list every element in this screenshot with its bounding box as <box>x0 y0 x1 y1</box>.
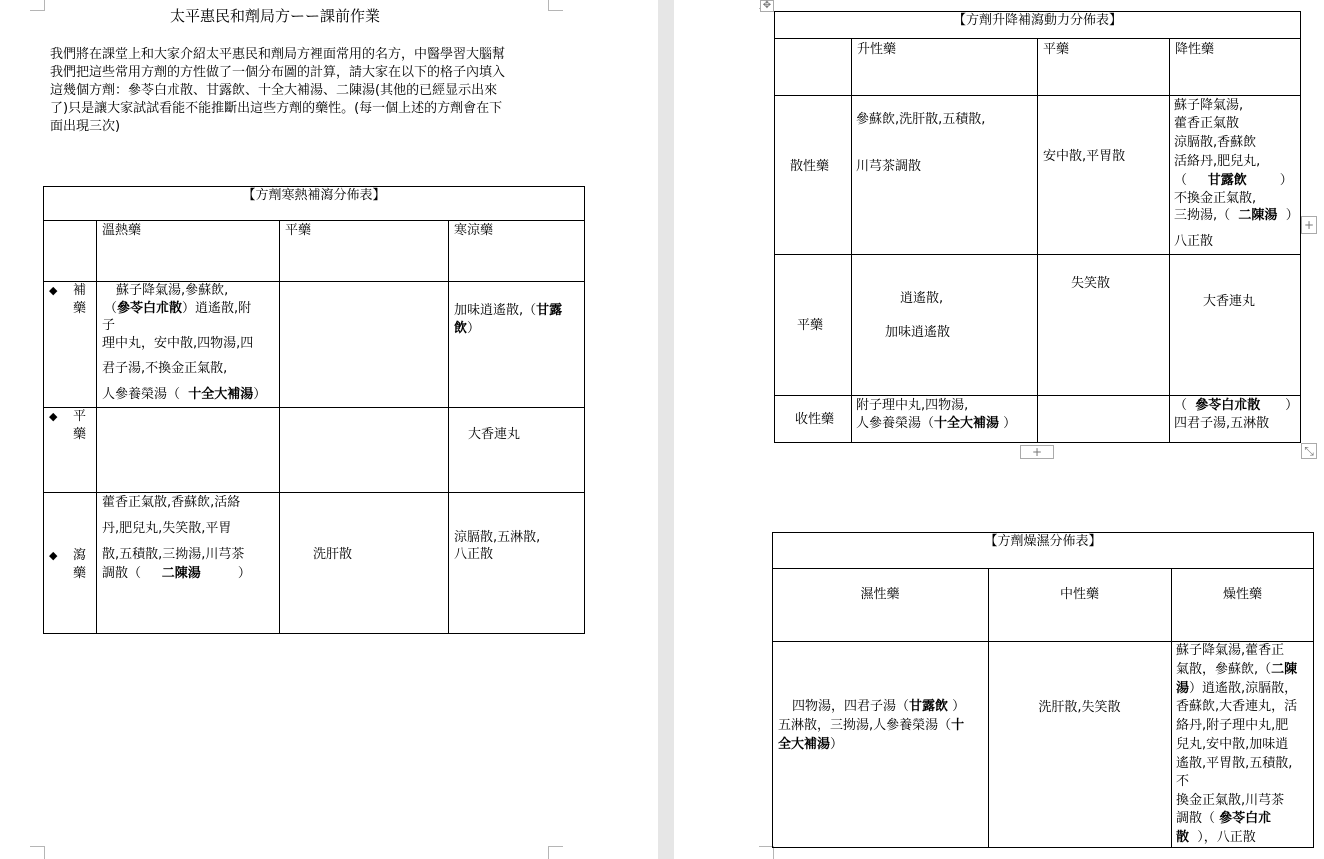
answer-text: 十全大補湯 <box>188 387 254 402</box>
cell-middle: 洗肝散,失笑散 <box>1038 700 1121 715</box>
table-move-handle-icon[interactable]: ✥ <box>760 0 774 12</box>
answer-text: 甘露飲 <box>909 699 949 714</box>
cell-text: 附子理中丸,四物湯, <box>856 398 969 413</box>
answer-bracket: （ <box>1174 173 1188 188</box>
cell-text <box>778 735 843 754</box>
cell-neutral-neutral: 失笑散 <box>1071 276 1111 291</box>
add-row-button[interactable]: + <box>1020 445 1054 459</box>
cell-neutral-ascend: 逍遙散, <box>900 291 944 306</box>
answer-bracket: （ <box>104 301 118 316</box>
cell-text: 三拗湯,（ <box>1174 208 1231 223</box>
answer-text: 二陳湯 <box>1238 208 1278 223</box>
cell-text: 散,五積散,三拗湯,川芎茶 <box>102 547 245 562</box>
crop-mark <box>30 0 45 11</box>
cell-neutral-cold: 大香連丸 <box>468 427 521 442</box>
cell-text: 換金正氣散,川芎茶 <box>1176 793 1285 808</box>
cell-text: 調散（ <box>102 566 142 581</box>
answer-text: 參苓白朮 <box>1219 811 1272 826</box>
table-title: 【方劑升降補瀉動力分佈表】 <box>952 13 1122 28</box>
intro-line: 了)只是讓大家試試看能不能推斷出這些方劑的藥性。(每一個上述的方劑會在下 <box>50 101 503 116</box>
cell-neutral-descend: 大香連丸 <box>1203 294 1256 309</box>
answer-text: 湯 <box>1176 681 1190 696</box>
answer-bracket: ） <box>1285 208 1299 223</box>
cell-text: 香蘇飲,大香連丸，活 <box>1176 699 1298 714</box>
cell-text: 八正散 <box>1174 234 1214 249</box>
answer-bracket: ） <box>253 387 267 402</box>
row-label-purge: 瀉 <box>73 548 87 563</box>
row-label-astringe: 收性藥 <box>795 412 835 427</box>
row-label-neutral: 平藥 <box>797 318 824 333</box>
answer-text: 飲 <box>454 321 468 336</box>
answer-text: 全大補湯 <box>778 737 831 752</box>
cell-neutral-ascend: 加味逍遙散 <box>885 325 951 340</box>
cell-text <box>1176 809 1271 828</box>
col-divider <box>1169 38 1170 443</box>
answer-bracket: （ <box>1174 398 1188 413</box>
answer-text: 十 <box>951 718 965 733</box>
bullet-icon: ◆ <box>49 549 58 562</box>
row-divider <box>43 407 585 408</box>
cell-text: 理中丸，安中散,四物湯,四 <box>102 336 254 351</box>
cell-text: ）逍遙散,涼膈散， <box>1189 681 1298 696</box>
row-label-purge: 藥 <box>73 566 87 581</box>
answer-bracket: ） <box>467 321 481 336</box>
cell-text: 四君子湯,五淋散 <box>1174 416 1270 431</box>
answer-bracket: ），八正散 <box>1197 830 1256 845</box>
page-1 <box>0 0 658 859</box>
cell-text <box>856 414 1016 433</box>
crop-mark <box>30 846 45 859</box>
add-column-button[interactable]: + <box>1301 216 1317 234</box>
row-divider <box>772 568 1314 569</box>
cell-text <box>1174 396 1298 415</box>
cell-text: 不換金正氣散, <box>1174 191 1257 206</box>
cell-text: 君子湯,不換金正氣散, <box>102 361 228 376</box>
row-label-tonify: 藥 <box>73 301 87 316</box>
row-label-neutral: 藥 <box>73 427 87 442</box>
col-divider <box>96 220 97 634</box>
cell-text: 不 <box>1176 774 1190 789</box>
answer-text: 參苓白朮散 <box>117 301 183 316</box>
cell-disperse-ascend: 參蘇飲,洗肝散,五積散, <box>856 112 986 127</box>
cell-text <box>104 299 251 318</box>
cell-text: 遙散,平胃散,五積散, <box>1176 756 1293 771</box>
answer-bracket: ） <box>952 699 966 714</box>
cell-text: 加味逍遙散,（ <box>454 303 537 318</box>
cell-text <box>778 716 964 735</box>
cell-text: 絡丹,附子理中丸,肥 <box>1176 718 1289 733</box>
cell-text <box>102 385 266 404</box>
cell-text: 兒丸,安中散,加味逍 <box>1176 737 1289 752</box>
answer-text: 十全大補湯 <box>934 416 1000 431</box>
cell-text <box>1176 828 1256 847</box>
cell-text: 人參養榮湯（ <box>856 416 935 431</box>
answer-bracket: ） <box>1279 173 1293 188</box>
answer-bracket: ） <box>237 566 251 581</box>
cell-text: ）逍遙散,附 <box>182 301 252 316</box>
col-header-neutral: 平藥 <box>1043 42 1070 57</box>
intro-line: 這幾個方劑：參苓白朮散、甘露飲、十全大補湯、二陳湯(其他的已經显示出來 <box>50 83 498 98</box>
col-divider <box>1037 38 1038 443</box>
cell-text <box>454 301 562 320</box>
cell-disperse-ascend: 川芎茶調散 <box>856 159 922 174</box>
bullet-icon: ◆ <box>49 284 58 297</box>
answer-bracket: ） <box>830 737 844 752</box>
cell-text: 活絡丹,肥兒丸, <box>1174 154 1261 169</box>
col-header-dry: 燥性藥 <box>1222 587 1262 602</box>
answer-text: 參苓白朮散 <box>1195 398 1261 413</box>
cell-text: 蘇子降氣湯, <box>1174 98 1244 113</box>
cell-text <box>454 319 480 338</box>
cell-text <box>1176 660 1297 679</box>
intro-line: 我們將在課堂上和大家介紹太平惠民和劑局方裡面常用的名方，中醫學習大腦幫 <box>50 47 506 62</box>
col-header-ascend: 升性藥 <box>857 42 897 57</box>
answer-text: 二陳 <box>1271 662 1298 677</box>
cell-text: 調散（ <box>1176 811 1216 826</box>
crop-mark <box>548 0 563 11</box>
cell-text <box>1174 171 1293 190</box>
cell-text <box>1174 206 1299 225</box>
intro-line: 我們把這些常用方劑的方性做了一個分布圖的計算，請大家在以下的格子內填入 <box>50 65 506 80</box>
answer-text: 甘露飲 <box>1207 173 1247 188</box>
cell-text: 涼膈散,五淋散, <box>454 530 541 545</box>
cell-text: 涼膈散,香蘇飲 <box>1174 135 1257 150</box>
answer-bracket: ） <box>1003 416 1017 431</box>
table-resize-handle-icon[interactable]: ⤡ <box>1301 443 1317 459</box>
crop-mark <box>548 846 563 859</box>
row-label-disperse: 散性藥 <box>790 159 830 174</box>
col-divider <box>1171 568 1172 848</box>
page-2 <box>674 0 1324 859</box>
table-title: 【方劑寒熱補瀉分佈表】 <box>242 188 386 203</box>
col-divider <box>851 38 852 443</box>
answer-text: 二陳湯 <box>161 566 201 581</box>
cell-text <box>792 697 965 716</box>
cell-text: 氣散，參蘇飲,（ <box>1176 662 1272 677</box>
cell-disperse-neutral: 安中散,平胃散 <box>1043 149 1126 164</box>
cell-text: 藿香正氣散,香蘇飲,活絡 <box>102 495 241 510</box>
answer-text: 甘露 <box>536 303 563 318</box>
cell-purge-neutral: 洗肝散 <box>313 547 353 562</box>
cell-text <box>1176 679 1297 698</box>
cell-text: 四物湯，四君子湯（ <box>792 699 910 714</box>
col-divider <box>279 220 280 634</box>
col-header-cold: 寒涼藥 <box>454 223 494 238</box>
cell-text: 蘇子降氣湯,藿香正 <box>1176 643 1285 658</box>
cell-text: 八正散 <box>454 547 494 562</box>
col-header-descend: 降性藥 <box>1175 42 1215 57</box>
col-divider <box>448 220 449 634</box>
cell-text: 五淋散，三拗湯,人參養榮湯（ <box>778 718 952 733</box>
intro-line: 面出現三次) <box>50 119 121 134</box>
cell-text <box>102 564 251 583</box>
cell-text: 藿香正氣散 <box>1174 116 1240 131</box>
col-header-middle: 中性藥 <box>1059 587 1099 602</box>
cell-text: 人參養榮湯（ <box>102 387 181 402</box>
table-title: 【方劑燥濕分佈表】 <box>984 534 1102 549</box>
cell-text: 子 <box>102 318 116 333</box>
document-title: 太平惠民和劑局方ーー課前作業 <box>170 7 381 25</box>
cell-text: 蘇子降氣湯,參蘇飲, <box>116 283 229 298</box>
cell-text: 丹,肥兒丸,失笑散,平胃 <box>102 521 232 536</box>
row-label-tonify: 補 <box>73 283 87 298</box>
col-header-neutral: 平藥 <box>285 223 312 238</box>
col-header-damp: 濕性藥 <box>860 587 900 602</box>
answer-text: 散 <box>1176 830 1190 845</box>
answer-bracket: ） <box>1285 398 1299 413</box>
bullet-icon: ◆ <box>49 410 58 423</box>
row-label-neutral: 平 <box>73 409 87 424</box>
col-header-warm: 溫熱藥 <box>102 223 142 238</box>
